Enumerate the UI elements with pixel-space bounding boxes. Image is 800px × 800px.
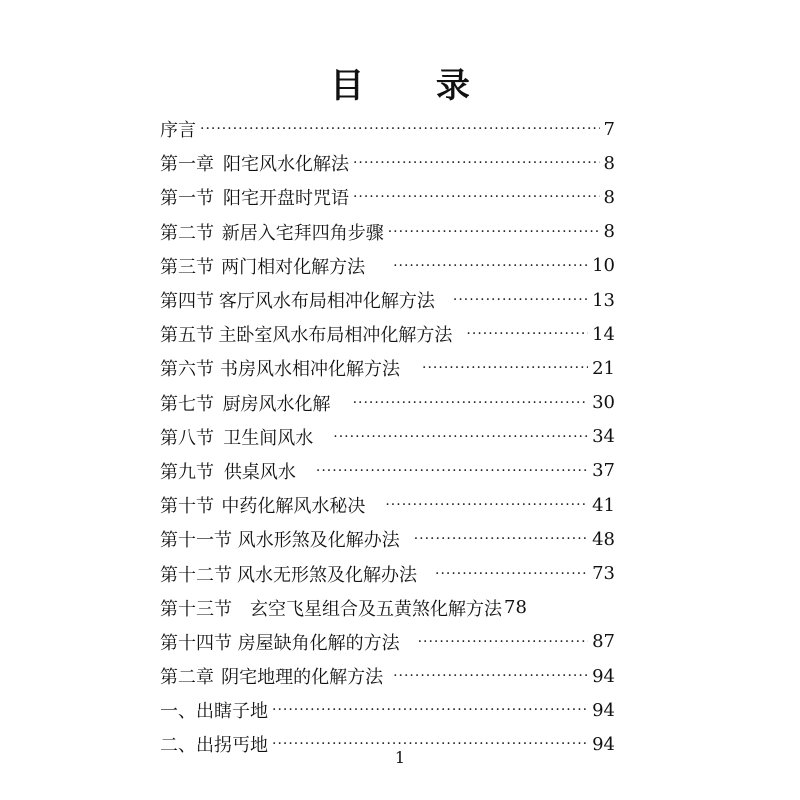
toc-entry [160, 146, 615, 180]
toc-leader [393, 258, 588, 274]
toc-page-number: 73 [592, 563, 615, 585]
toc-entry [160, 112, 615, 146]
toc-title: 阳宅开盘时咒语 [222, 188, 349, 210]
toc-leader [422, 360, 588, 376]
toc-section: 第七节 [160, 393, 214, 415]
toc-leader [414, 531, 588, 547]
page-number: 1 [394, 748, 406, 767]
toc-section: 第六节 [160, 359, 214, 381]
toc-leader [418, 634, 589, 650]
toc-section: 第十节 [160, 496, 214, 518]
toc-page-number: 78 [504, 597, 527, 619]
toc-section: 序言 [160, 120, 196, 142]
toc-title: 供桌风水 [223, 461, 296, 483]
toc-leader [385, 497, 588, 513]
toc-title: 新居入宅拜四角步骤 [221, 222, 384, 244]
toc-section: 第三节 [160, 256, 214, 278]
toc-entry [160, 215, 615, 249]
toc-title: 阴宅地理的化解方法 [221, 667, 384, 689]
toc-entry [160, 625, 615, 659]
toc-page-number: 21 [592, 357, 615, 379]
toc-title: 风水无形煞及化解办法 [237, 564, 417, 586]
toc-entry [160, 488, 615, 522]
toc-section: 第十四节 [160, 632, 232, 654]
toc-title: 厨房风水化解 [222, 393, 331, 415]
toc-leader [466, 326, 588, 342]
toc-leader [353, 395, 589, 411]
toc-title: 主卧室风水布局相冲化解方法 [218, 325, 453, 347]
toc-leader [435, 566, 588, 582]
toc-page-number: 34 [592, 426, 615, 448]
toc-title: 两门相对化解方法 [221, 256, 366, 278]
toc-entry [160, 591, 615, 625]
toc-page-number: 87 [592, 631, 615, 653]
toc-page-number: 94 [592, 665, 615, 687]
toc-section: 第十三节 [160, 598, 232, 620]
toc-entry [160, 249, 615, 283]
toc-entry [160, 180, 615, 214]
toc-title: 客厅风水布局相冲化解方法 [218, 291, 435, 313]
toc-page-number: 13 [592, 289, 615, 311]
toc-section: 第二节 [160, 222, 214, 244]
toc-page-number: 7 [603, 118, 615, 140]
toc-title: 房屋缺角化解的方法 [237, 632, 400, 654]
toc-title: 玄空飞星组合及五黄煞化解方法 [250, 598, 502, 620]
toc-leader [353, 155, 600, 171]
toc-entry [160, 556, 615, 590]
toc-page-number: 8 [603, 221, 615, 243]
toc-section: 第十一节 [160, 530, 232, 552]
toc-section: 第四节 [160, 291, 214, 313]
page-title: 目 录 [330, 66, 500, 106]
toc-leader [272, 702, 588, 718]
toc-section: 第一节 [160, 188, 214, 210]
toc-entry [160, 351, 615, 385]
table-of-contents [160, 112, 615, 762]
toc-page-number: 30 [592, 392, 615, 414]
toc-section: 第二章 [160, 667, 214, 689]
toc-leader [200, 121, 600, 137]
toc-title: 阳宅风水化解法 [222, 154, 349, 176]
toc-page-number: 94 [592, 733, 615, 755]
toc-leader [316, 463, 588, 479]
toc-entry [160, 693, 615, 727]
toc-section: 第九节 [160, 461, 214, 483]
toc-entry [160, 386, 615, 420]
toc-page-number: 37 [592, 460, 615, 482]
toc-section: 第一章 [160, 154, 214, 176]
toc-section: 二、出拐丐地 [160, 735, 268, 757]
toc-page-number: 48 [592, 528, 615, 550]
toc-section: 第十二节 [160, 564, 232, 586]
toc-page-number: 8 [603, 152, 615, 174]
toc-title: 中药化解风水秘决 [221, 496, 366, 518]
toc-entry [160, 420, 615, 454]
toc-page-number: 94 [592, 699, 615, 721]
toc-page-number: 8 [603, 186, 615, 208]
toc-page-number: 41 [592, 494, 615, 516]
toc-entry [160, 659, 615, 693]
toc-leader [353, 189, 600, 205]
toc-section: 第八节 [160, 427, 214, 449]
toc-page-number: 10 [592, 255, 615, 277]
toc-entry [160, 522, 615, 556]
toc-section: 第五节 [160, 325, 214, 347]
toc-entry [160, 283, 615, 317]
toc-leader [453, 292, 588, 308]
toc-leader [388, 224, 600, 240]
toc-title: 风水形煞及化解办法 [237, 530, 400, 552]
toc-leader [333, 429, 588, 445]
toc-entry [160, 317, 615, 351]
toc-page-number: 14 [592, 323, 615, 345]
toc-leader [393, 668, 588, 684]
toc-entry [160, 454, 615, 488]
toc-title: 书房风水相冲化解方法 [220, 359, 401, 381]
toc-section: 一、出瞎子地 [160, 701, 268, 723]
toc-title: 卫生间风水 [223, 427, 314, 449]
